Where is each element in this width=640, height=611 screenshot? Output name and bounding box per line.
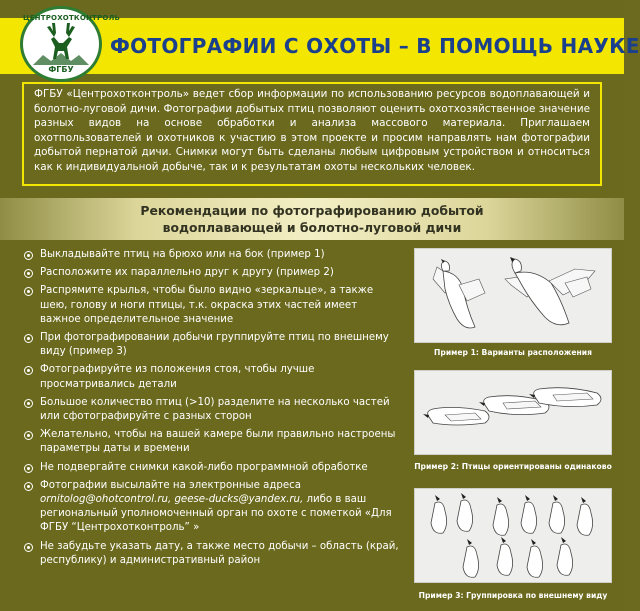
list-item: При фотографировании добычи группируйте птиц по внешнему виду (пример 3) <box>24 331 400 359</box>
list-item-emails: Фотографии высылайте на электронные адреса ornitolog@ohotcontrol.ru, geese-ducks@yandex.ru, либо в ваш региональный уполномоченный орган по охоте с пометкой «Для ФГБУ “Центрохотконтроль” » <box>24 479 400 536</box>
bullet-icon <box>24 399 33 408</box>
list-item: Распрямите крылья, чтобы было видно «зеркальце», а также шею, голову и ноги птицы, т.к. окраска этих частей имеет важное определительное значение <box>24 284 400 327</box>
example-image-2 <box>414 370 612 455</box>
example-caption-1: Пример 1: Варианты расположения <box>434 348 592 357</box>
list-item: Желательно, чтобы на вашей камере были правильно настроены параметры даты и времени <box>24 428 400 456</box>
example-caption-3: Пример 3: Группировка по внешнему виду <box>418 591 608 600</box>
example-image-1 <box>414 248 612 343</box>
list-item: Не забудьте указать дату, а также место добычи – область (край, республику) и административный район <box>24 540 400 568</box>
intro-box <box>22 82 602 186</box>
logo <box>20 6 121 82</box>
bullet-icon <box>24 431 33 440</box>
list-item: Выкладывайте птиц на брюхо или на бок (пример 1) <box>24 248 400 262</box>
goose-illustration <box>415 249 613 344</box>
recommendations-heading <box>0 198 624 240</box>
bullet-icon <box>24 482 33 491</box>
recommendations-title-line1: Рекомендации по фотографированию добытой <box>140 203 484 218</box>
bullet-icon <box>24 464 33 473</box>
bullet-icon <box>24 334 33 343</box>
bullet-icon <box>24 287 33 296</box>
example-image-3 <box>414 488 612 583</box>
email-addresses[interactable]: ornitolog@ohotcontrol.ru, geese-ducks@yandex.ru, <box>40 494 304 506</box>
bullet-icon <box>24 269 33 278</box>
recommendations-title-line2: водоплавающей и болотно-луговой дичи <box>162 220 462 235</box>
bullet-icon <box>24 543 33 552</box>
bullet-icon <box>24 366 33 375</box>
goose-illustration <box>415 371 613 456</box>
logo-bottom-text: ФГБУ <box>48 65 74 74</box>
list-item: Расположите их параллельно друг к другу (пример 2) <box>24 266 400 280</box>
list-item: Не подвергайте снимки какой-либо программной обработке <box>24 461 400 475</box>
goose-illustration <box>415 489 613 584</box>
example-caption-2: Пример 2: Птицы ориентированы одинаково <box>414 462 612 471</box>
logo-top-text: ЦЕНТРОХОТКОНТРОЛЬ <box>23 14 121 22</box>
page-title: ФОТОГРАФИИ С ОХОТЫ – В ПОМОЩЬ НАУКЕ <box>110 34 640 58</box>
intro-text: ФГБУ «Центрохотконтроль» ведет сбор информации по использованию ресурсов водоплавающей и болотно-луговой дичи. Фотографии добытых птиц позволяют оценить охотхозяйственное значение разных видов на основе обработки и анализа массового материала. Приглашаем охотпользователей и охотников к участию в этом проекте и просим направлять нам фотографии добытой пернатой дичи. Снимки могут быть сделаны любым цифровым устройством и относиться как к индивидуальной добыче, так и к результатам охоты нескольких человек. <box>34 88 590 173</box>
bullet-icon <box>24 251 33 260</box>
recommendations-list <box>24 248 400 572</box>
list-item: Фотографируйте из положения стоя, чтобы лучше просматривались детали <box>24 363 400 391</box>
list-item: Большое количество птиц (>10) разделите на несколько частей или сфотографируйте с разных сторон <box>24 396 400 424</box>
